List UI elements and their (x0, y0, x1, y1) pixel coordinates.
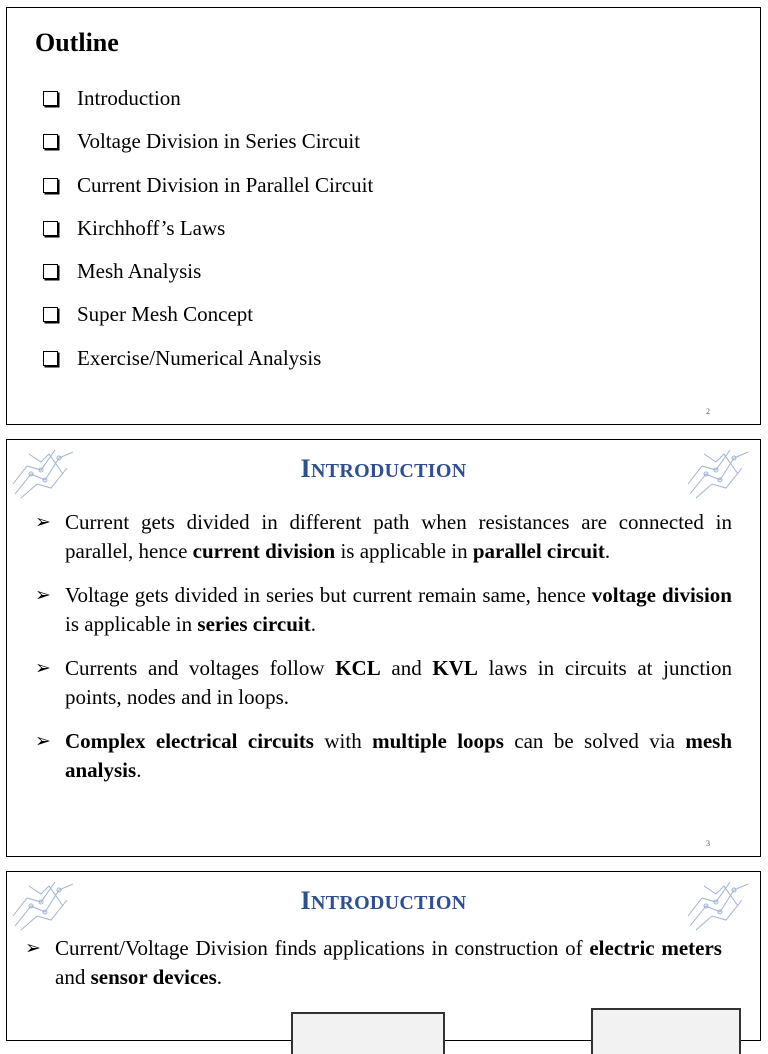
checkbox-bullet-icon (43, 351, 58, 366)
checkbox-bullet-icon (43, 221, 58, 236)
outline-item: Current Division in Parallel Circuit (41, 173, 373, 216)
slide-title: INTRODUCTION (300, 886, 467, 915)
outline-item: Introduction (41, 86, 373, 129)
checkbox-bullet-icon (43, 91, 58, 106)
outline-item: Super Mesh Concept (41, 302, 373, 345)
outline-title: Outline (35, 28, 119, 57)
bullet-item: ➢ Voltage gets divided in series but current remain same, hence voltage division is applicable in series circuit. (35, 581, 732, 639)
bullet-item: ➢ Current/Voltage Division finds applications in construction of electric meters and sensor devices. (25, 934, 722, 992)
meter-image (291, 1012, 445, 1054)
page-number: 2 (706, 407, 710, 416)
bullet-list (25, 934, 722, 1007)
checkbox-bullet-icon (43, 307, 58, 322)
slide-introduction-1 (6, 439, 761, 857)
slide-title: INTRODUCTION (300, 454, 467, 483)
outline-item: Mesh Analysis (41, 259, 373, 302)
bullet-item: ➢ Currents and voltages follow KCL and KVL laws in circuits at junction points, nodes and in loops. (35, 654, 732, 712)
outline-list (41, 86, 373, 389)
bullet-list (35, 508, 732, 800)
outline-item: Kirchhoff’s Laws (41, 216, 373, 259)
page-number: 3 (706, 839, 710, 848)
meter-image (591, 1008, 741, 1054)
outline-item: Voltage Division in Series Circuit (41, 129, 373, 172)
bullet-item: ➢ Current gets divided in different path when resistances are connected in parallel, hence current division is applicable in parallel circuit. (35, 508, 732, 566)
slide-introduction-2 (6, 871, 761, 1041)
checkbox-bullet-icon (43, 178, 58, 193)
slide-outline (6, 7, 761, 425)
outline-item: Exercise/Numerical Analysis (41, 346, 373, 389)
bullet-item: ➢ Complex electrical circuits with multiple loops can be solved via mesh analysis. (35, 727, 732, 785)
checkbox-bullet-icon (43, 264, 58, 279)
checkbox-bullet-icon (43, 134, 58, 149)
